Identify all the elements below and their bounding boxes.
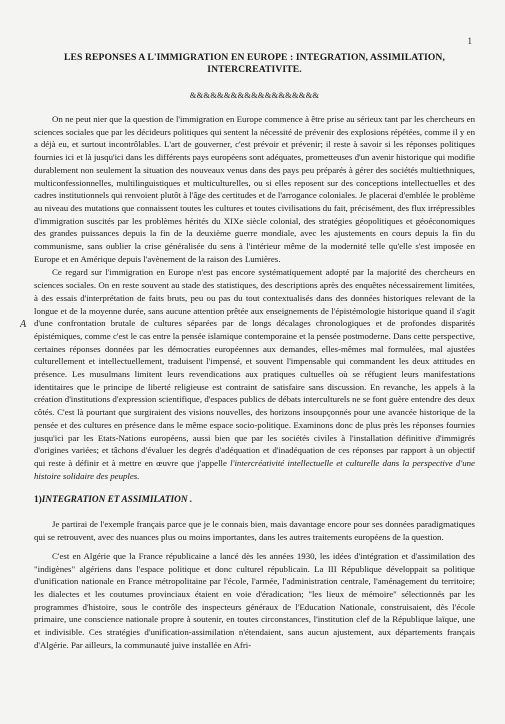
intercreativity-emphasis: l'intercréativité intellectuelle et culturelle dans la perspective d'une histoire solidaire des peuples. xyxy=(34,457,475,481)
handwritten-margin-mark: A xyxy=(20,319,27,330)
paragraph-introduction: On ne peut nier que la question de l'immigration en Europe commence à être prise au sérieux tant par les chercheurs en sciences sociales que par les décideurs politiques qui sentent la nécessité de prévenir des explosions répétées, comme il y en a déjà eu, et surtout incontrôlables. L'art de gouverner, c'est prévoir et prévenir; il reste à savoir si les réponses politiques fournies ici et là jusqu'ici dans les différents pays européens sont adéquates, prometteuses d'un avenir historique qui modifie durablement non seulement la situation des nouveaux venus dans des pays peu préparés à gérer des sociétés multiethniques, multiconfessionnelles, multilinguistiques et multiculturelles, ou si elles reposent sur des conceptions intellectuelles et des cadres institutionnels qui renvoient plutôt à l'âge des certitudes et de l'arrogance coloniales. Je placerai d'emblée le problème au niveau des mutations que connaissent toutes les cultures et toutes civilisations du fait, précisément, des flux irrépressibles d'immigration suscités par les problèmes hérités du XIXe siècle colonial, des stratégies géopolitiques et géoéconomiques des grandes puissances depuis la fin de la deuxième guerre mondiale, avec les ajustements en cours depuis la fin du communisme, sans oublier la crise généralisée du sens à l'intérieur même de la modernité telle qu'elle s'est imposée en Europe et en Amérique depuis l'avènement de la raison des Lumières. xyxy=(34,114,475,264)
section-title: INTEGRATION ET ASSIMILATION . xyxy=(41,495,193,506)
section-heading-integration-assimilation xyxy=(34,495,475,505)
document-title: LES REPONSES A L'IMMIGRATION EN EUROPE : INTEGRATION, ASSIMILATION, INTERCREATIVITE. xyxy=(64,52,445,75)
ampersand-separator: &&&&&&&&&&&&&&&&&&& xyxy=(189,90,320,100)
page-number: 1 xyxy=(467,36,472,46)
paragraph-research-perspective xyxy=(34,266,475,482)
paragraph-research-perspective-text: Ce regard sur l'immigration en Europe n'est pas encore systématiquement adopté par la majorité des chercheurs en sciences sociales. On en reste souvent au stade des statistiques, des descriptions après des enquêtes nécessairement limitées, à des essais d'interprétation de faits bruts, peu ou pas du tout contextualisés dans des données historiques relevant de la longue et de la moyenne durée, sans aucune attention prêtée aux enseignements de l'épistémologie historique quand il s'agit d'une confrontation brutale de cultures séparées par de longs décalages chronologiques et de profondes disparités épistémiques, comme c'est le cas entre la pensée islamique contemporaine et la pensée postmoderne. Dans cette perspective, certaines réponses données par les démocraties européennes aux demandes, elles-mêmes mal formulées, mal ajustées culturellement et intellectuellement, traduisent l'impensé, et souvent l'impensable qui commandent les deux attitudes en présence. Les musulmans limitent leurs revendications aux pratiques cultuelles où se réfugient leurs manifestations identitaires que le principe de liberté religieuse est contraint de satisfaire sans discussion. En revanche, les appels à la création d'institutions d'expression scientifique, d'espaces publics de débats interculturels ne se font guère entendre des deux côtés. C'est là pourtant que surgiraient des visions nouvelles, des horizons insoupçonnés pour une avancée historique de la pensée et des cultures en présence dans le même espace socio-politique. Examinons donc de plus près les réponses fournies jusqu'ici par les Etats-Nations européens, aussi bien que par les sociétés civiles à l'installation définitive d'immigrés d'origines variées; et tâchons d'évaluer les degrés d'adéquation et d'inadéquation de ces réponses par rapport à un objectif qui reste à définir et à mettre en œuvre que j'appelle xyxy=(34,267,475,468)
section-number: 1) xyxy=(34,495,42,506)
paragraph-french-example: Je partirai de l'exemple français parce que je le connais bien, mais davantage encore pour ses données paradigmatiques qui se retrouvent, avec des nuances plus ou moins importantes, dans les autres traitements européens de la question. xyxy=(34,519,475,543)
paragraph-algeria: C'est en Algérie que la France républicaine a lancé dès les années 1930, les idées d'intégration et d'assimilation des "indigènes" algériens dans l'espace politique et donc culturel républicain. La III République développait sa politique d'unification nationale en France métropolitaine par l'école, l'armée, l'administration centrale, l'aménagement du territoire; les dialectes et les coutumes provinciaux étaient en voie d'éradication; "les lieux de mémoire" sélectionnés par les programmes d'histoire, sous le contrôle des inspecteurs généraux de l'Education Nationale, construisaient, dès l'école primaire, une conscience nationale propre à soutenir, en toutes circonstances, l'institution clef de la République laïque, une et indivisible. Ces stratégies d'unification-assimilation n'étendaient, sans aucun ajustement, aux départements français d'Algérie. Par ailleurs, la communauté juive installée en Afri- xyxy=(34,550,475,650)
